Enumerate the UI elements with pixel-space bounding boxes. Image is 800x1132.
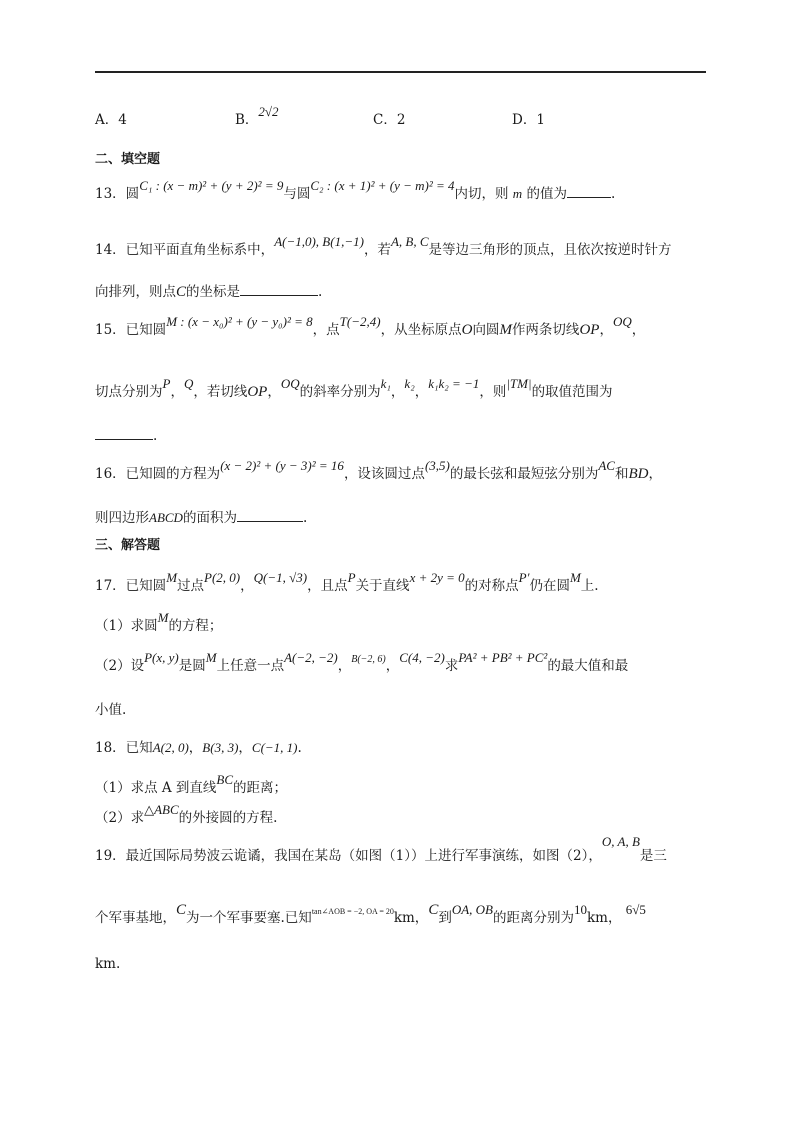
q16-text-3: 和: [614, 466, 629, 482]
q13-end: .: [610, 186, 616, 202]
q17-s1-m: M: [157, 610, 169, 625]
q17-text-6: 上.: [580, 578, 599, 594]
q19-sixroot: 6√5: [625, 902, 646, 917]
q19-ten: 10: [574, 902, 587, 917]
q15-text-1: ，点: [312, 322, 340, 338]
header-rule: [95, 71, 706, 73]
q17-b: B(−2, 6): [351, 654, 386, 665]
q18-num: 18．已知: [95, 740, 153, 756]
q16-answer-blank: [237, 508, 303, 522]
q14-end: .: [318, 284, 323, 300]
question-13: [95, 178, 616, 204]
q17-text-5: 仍在圆: [529, 578, 570, 594]
q15-comma: ，: [599, 322, 613, 338]
q15-q: Q: [183, 376, 194, 391]
q16-text-1: ，设该圆过点: [343, 466, 425, 482]
q18-s2a: （2）求: [95, 810, 145, 826]
q13-var-m: m: [512, 186, 523, 201]
q15-m: M: [499, 322, 512, 338]
q15-o: O: [461, 322, 473, 338]
question-16-line-1: [95, 458, 662, 484]
q15-k2: k₂: [404, 376, 415, 391]
q16-end: .: [302, 510, 308, 526]
q15-l2e: 的取值范围为: [531, 384, 613, 400]
q18-s1b: 的距离；: [233, 780, 288, 796]
q17-text-4: 的对称点: [464, 578, 519, 594]
q14-text-1: ，若: [363, 242, 391, 258]
section-solve-heading: 三、解答题: [95, 538, 161, 553]
q19-l2b: 为一个军事要塞.已知: [186, 910, 312, 926]
q15-l2d: ，则: [479, 384, 507, 400]
q15-oq: OQ: [612, 314, 632, 329]
q14-points: A(−1,0), B(1,−1): [274, 234, 364, 249]
q18-comma: ，: [188, 740, 203, 756]
q19-c: C: [176, 902, 187, 918]
q15-p: P: [162, 376, 171, 391]
q16-bd: BD: [628, 466, 649, 482]
q17-q: Q(−1, √3): [253, 570, 308, 585]
q18-s2b: 的外接圆的方程.: [178, 810, 278, 826]
q18-a: A(2, 0): [152, 740, 189, 755]
q15-oq-2: OQ: [280, 376, 300, 391]
question-18-sub-1: [95, 772, 288, 798]
q16-point: (3,5): [424, 458, 450, 473]
q18-end: .: [297, 740, 302, 756]
q17-m-2: M: [569, 570, 581, 585]
q15-l2b: ，若切线: [193, 384, 248, 400]
q18-s1a: （1）求点 A 到直线: [95, 780, 217, 796]
q15-end: .: [153, 428, 158, 444]
q17-comma-3: ，: [385, 658, 400, 674]
q15-comma-3: ，: [170, 384, 184, 400]
q17-s2d: 求: [444, 658, 459, 674]
q13-answer-blank: [567, 184, 611, 198]
q19-l2c: 到: [438, 910, 452, 926]
q17-comma-2: ，: [337, 658, 352, 674]
question-17-sub-1: [95, 610, 223, 636]
q17-comma: ，: [240, 578, 254, 594]
q17-num: 17．已知圆: [95, 578, 167, 594]
question-18-sub-2: [95, 802, 278, 828]
q19-c-2: C: [428, 902, 439, 918]
q17-s2b: 是圆: [178, 658, 206, 674]
q17-pxy: P(x, y): [144, 650, 179, 665]
q15-num: 15．已知圆: [95, 322, 167, 338]
q15-text-4: 作两条切线: [511, 322, 580, 338]
q17-text-3: 关于直线: [355, 578, 410, 594]
question-16-line-2: [95, 508, 307, 528]
option-c: C．2: [373, 112, 406, 128]
q17-s2e: 的最大值和最: [547, 658, 629, 674]
q19-l1b: 是三: [639, 848, 667, 864]
q15-comma-5: ，: [390, 384, 405, 400]
q13-text-3: 的值为: [526, 186, 567, 202]
q14-c: C: [176, 284, 187, 300]
question-18: [95, 738, 302, 758]
q14-answer-blank: [240, 282, 318, 296]
q14-num: 14．已知平面直角坐标系中，: [95, 242, 275, 258]
q19-l2d: 的距离分别为: [493, 910, 574, 926]
q15-answer-blank: [95, 426, 153, 440]
option-b-math: 2√2: [258, 104, 279, 119]
q15-comma-2: ，: [631, 322, 646, 338]
q15-text-2: ，从坐标原点: [380, 322, 462, 338]
q17-p: P(2, 0): [204, 570, 241, 585]
q19-oaob: OA, OB: [451, 902, 493, 917]
q15-op: OP: [579, 322, 600, 338]
q18-bc: BC: [216, 772, 234, 787]
q17-s1: （1）求圆: [95, 618, 158, 634]
q18-c: C(−1, 1): [251, 740, 298, 755]
q14-l2b: 的坐标是: [186, 284, 241, 300]
q16-num: 16．已知圆的方程为: [95, 466, 221, 482]
option-d: D．1: [512, 112, 545, 128]
q14-abc: A, B, C: [390, 234, 429, 249]
q16-text-2: 的最长弦和最短弦分别为: [449, 466, 599, 482]
q17-pprime: P′: [518, 570, 530, 585]
q19-oab: O, A, B: [601, 834, 640, 849]
q16-equation: (x − 2)² + (y − 3)² = 16: [220, 458, 344, 473]
q16-l2a: 则四边形: [95, 510, 149, 526]
q15-k1k2: k₁k₂ = −1: [428, 376, 480, 391]
question-14-line-1: [95, 234, 672, 260]
q13-circle-2: C₂ : (x + 1)² + (y − m)² = 4: [310, 178, 455, 193]
question-17-sub-2: [95, 650, 629, 678]
q14-l2a: 向排列，则点: [95, 284, 176, 300]
question-15-line-1: [95, 314, 646, 340]
q17-pp: P: [347, 570, 356, 585]
q17-text-1: 过点: [177, 578, 205, 594]
q15-op-2: OP: [247, 384, 268, 400]
q15-comma-6: ，: [414, 384, 429, 400]
q13-num: 13．圆: [95, 186, 140, 202]
q19-km1: km，: [393, 910, 429, 926]
q19-l2a: 个军事基地，: [95, 910, 176, 926]
q17-s1b: 的方程；: [168, 618, 223, 634]
q15-k1: k₁: [380, 376, 391, 391]
q18-comma-2: ，: [238, 740, 252, 756]
question-17-sub-2-line-2: [95, 700, 126, 720]
question-17-line-1: [95, 570, 599, 596]
q13-text-2: 内切，则: [454, 186, 509, 202]
q17-s2-m: M: [205, 650, 217, 665]
q19-l1: 19．最近国际局势波云诡谲，我国在某岛（如图（1））上进行军事演练，如图（2），: [95, 848, 602, 864]
q19-l3: km.: [95, 956, 121, 972]
q19-km2: km，: [587, 910, 622, 926]
q17-a: A(−2, −2): [284, 650, 338, 665]
q16-l2b: 的面积为: [182, 510, 237, 526]
q18-b: B(3, 3): [202, 740, 239, 755]
q16-ac: AC: [598, 458, 615, 473]
q15-text-3: 向圆: [472, 322, 500, 338]
q13-circle-1: C₁ : (x − m)² + (y + 2)² = 9: [139, 178, 284, 193]
q17-m: M: [166, 570, 178, 585]
question-14-line-2: [95, 282, 322, 302]
q17-s2c: 上任意一点: [216, 658, 285, 674]
q14-text-2: 是等边三角形的顶点，且依次按逆时针方: [428, 242, 672, 258]
q17-expr: PA² + PB² + PC²: [458, 650, 548, 665]
question-15-line-3: [95, 426, 157, 446]
q15-comma-4: ，: [267, 384, 281, 400]
q17-line: x + 2y = 0: [409, 570, 465, 585]
q18-tri: △ABC: [144, 802, 179, 817]
q16-comma: ，: [648, 466, 662, 482]
q15-point-t: T(−2,4): [339, 314, 381, 329]
q15-circle: M : (x − x₀)² + (y − y₀)² = 8: [166, 314, 313, 329]
q19-tan: tan∠AOB = −2, OA = 20: [311, 907, 394, 916]
section-fill-heading: 二、填空题: [95, 152, 161, 167]
question-19-line-3: [95, 954, 120, 974]
option-b-label: B．: [235, 112, 259, 128]
question-19-line-2: [95, 902, 646, 930]
q17-c: C(4, −2): [399, 650, 445, 665]
option-b: [235, 104, 279, 128]
option-a: A．4: [95, 112, 127, 128]
q17-text-2: ，且点: [307, 578, 348, 594]
q16-abcd: ABCD: [149, 510, 183, 525]
q15-l2c: 的斜率分别为: [299, 384, 381, 400]
question-19-line-1: [95, 834, 667, 866]
q17-s2f: 小值.: [95, 702, 127, 718]
q17-s2a: （2）设: [95, 658, 145, 674]
question-15-line-2: [95, 376, 613, 402]
q15-l2a: 切点分别为: [95, 384, 163, 400]
q15-tm: |TM|: [506, 376, 532, 391]
q13-text-1: 与圆: [283, 186, 311, 202]
